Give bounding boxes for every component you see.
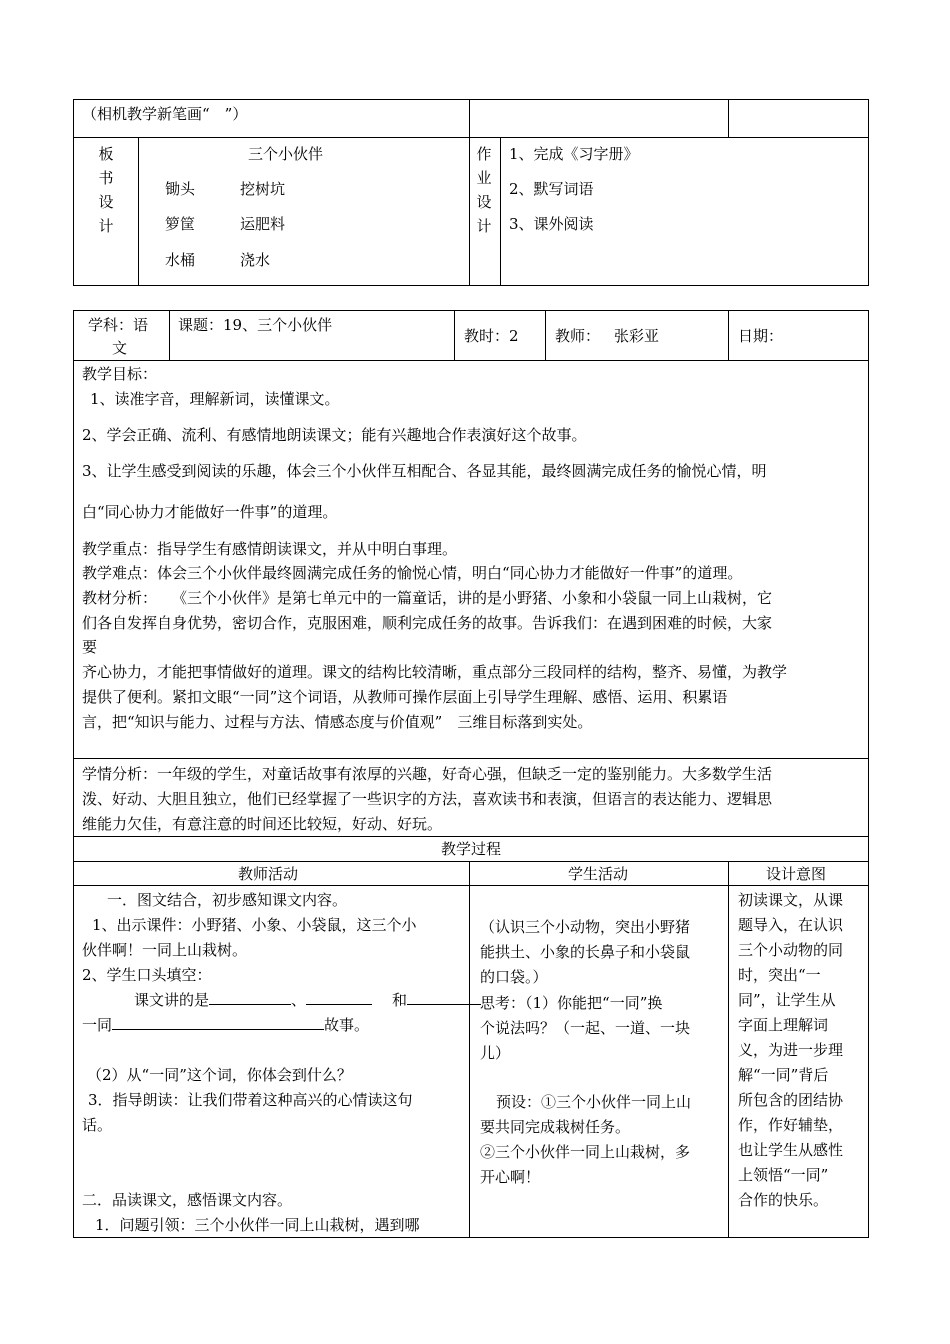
teacher-activity-line: 1、出示课件：小野猪、小象、小袋鼠，这三个小 [92,916,417,934]
student-activity-line: 儿） [480,1044,511,1062]
process-col-divider [728,861,729,1238]
design-intent-line: 所包含的团结协 [738,1091,844,1109]
goal-item: 3、让学生感受到阅读的乐趣，体会三个小伙伴互相配合、各显其能，最终圆满完成任务的愉悦心情，明 [82,462,767,480]
blank-field [112,1015,324,1030]
design-intent-line: 上领悟“一同” [738,1166,829,1184]
design-intent-line: 作，作好辅垫， [738,1116,844,1134]
goal-item: 1、读准字音，理解新词，读懂课文。 [90,390,340,408]
material-analysis: 教材分析： 《三个小伙伴》是第七单元中的一篇童话，讲的是小野猪、小象和小袋鼠一同上山栽树，它 [82,589,773,607]
new-strokes-note: （相机教学新笔画“ ”） [82,105,248,123]
fill-blank-text: 课文讲的是 [134,991,210,1009]
process-title: 教学过程 [441,840,502,858]
teacher-name: 张彩亚 [614,327,660,345]
material-analysis: 们各自发挥自身优势，密切合作，克服困难，顺利完成任务的故事。告诉我们：在遇到困难的时候，大家 [82,614,773,632]
lesson-topic: 课题：19、三个小伙伴 [178,316,333,334]
table1-col-divider-a [469,99,470,286]
column-header-bottom [73,885,869,886]
design-intent-line: 义，为进一步理 [738,1041,844,1059]
student-activity-line: （认识三个小动物，突出小野猪 [480,918,691,936]
design-intent-line: 三个小动物的同 [738,941,844,959]
subject-label-cont: 文 [112,339,128,357]
board-word: 箩筐 [165,215,196,233]
lesson-periods: 教时：2 [464,327,519,345]
teacher-activity-line: （2）从“一同”这个词，你体会到什么？ [87,1066,352,1084]
homework-item: 1、完成《习字册》 [509,145,639,163]
teacher-activity-line: 2、学生口头填空： [82,966,212,984]
design-intent-line: 题导入，在认识 [738,916,844,934]
difficulty: 教学难点：体会三个小伙伴最终圆满完成任务的愉悦心情，明白“同心协力才能做好一件事”的道理。 [82,564,743,582]
student-activity-line: 能拱土、小象的长鼻子和小袋鼠 [480,943,691,961]
objectives-row-divider [73,758,869,759]
fill-blank-text: 和 [392,991,408,1009]
material-analysis: 提供了便利。紧扣文眼“一同”这个词语，从教师可操作层面上引导学生理解、感悟、运用、积累语 [82,688,728,706]
teacher-label: 教师： [555,327,601,345]
student-analysis: 学情分析：一年级的学生，对童话故事有浓厚的兴趣，好奇心强，但缺乏一定的鉴别能力。大多数学生活 [82,765,773,783]
header-col-divider [169,310,170,360]
column-header-divider [73,861,869,862]
homework-item: 2、默写词语 [509,180,594,198]
fill-blank-line [82,1015,369,1035]
process-col-divider [469,861,470,1238]
homework-design-label: 作业设计 [476,145,492,235]
design-intent-line: 合作的快乐。 [738,1191,829,1209]
student-activity-line: 的口袋。） [480,968,548,986]
blank-field [209,990,291,1005]
subject-label: 学科：语 [88,316,149,334]
teacher-activity-line: 二．品读课文，感悟课文内容。 [82,1191,293,1209]
header-col-divider [454,310,455,360]
design-intent-line: 字面上理解词 [738,1016,829,1034]
board-word: 运肥料 [240,215,286,233]
blank-field [306,990,372,1005]
col-teacher-header: 教师活动 [238,865,299,883]
homework-item: 3、课外阅读 [509,215,594,233]
teacher-activity-line: 伙伴啊！一同上山栽树。 [82,941,248,959]
board-title: 三个小伙伴 [248,145,324,163]
col-design-header: 设计意图 [766,865,827,883]
fill-blank-text: 一同 [82,1016,113,1034]
design-intent-line: 解“一同”背后 [738,1066,829,1084]
student-analysis: 泼、好动、大胆且独立，他们已经掌握了一些识字的方法，喜欢读书和表演，但语言的表达能力、逻辑思 [82,790,773,808]
goal-item: 2、学会正确、流利、有感情地朗读课文；能有兴趣地合作表演好这个故事。 [82,426,587,444]
table1-col-divider-d [500,137,501,286]
goal-item-cont: 白“同心协力才能做好一件事”的道理。 [82,503,338,521]
blank-field [407,990,481,1005]
material-analysis: 齐心协力，才能把事情做好的道理。课文的结构比较清晰，重点部分三段同样的结构，整齐、易懂，为教学 [82,663,788,681]
header-row-divider [73,360,869,361]
header-col-divider [728,310,729,360]
design-intent-line: 初读课文，从课 [738,891,844,909]
student-analysis: 维能力欠佳，有意注意的时间还比较短，好动、好玩。 [82,815,443,833]
teacher-activity-line: 一．图文结合，初步感知课文内容。 [107,891,348,909]
student-activity-line: 预设：①三个小伙伴一同上山 [496,1093,692,1111]
fill-blank-text: 故事。 [324,1016,370,1034]
header-col-divider [545,310,546,360]
design-intent-line: 也让学生从感性 [738,1141,844,1159]
material-analysis: 要 [82,638,98,656]
fill-blank-line [134,990,481,1010]
board-word: 水桶 [165,251,196,269]
teacher-activity-line: 3．指导朗读：让我们带着这种高兴的心情读这句 [88,1091,413,1109]
student-activity-line: 思考：（1）你能把“一同”换 [480,994,663,1012]
student-activity-line: 要共同完成栽树任务。 [480,1118,631,1136]
student-activity-line: ②三个小伙伴一同上山栽树，多 [480,1143,691,1161]
date-label: 日期： [738,327,784,345]
material-analysis: 言，把“知识与能力、过程与方法、情感态度与价值观” 三维目标落到实处。 [82,713,593,731]
student-activity-line: 个说法吗？（一起、一道、一块 [480,1019,691,1037]
col-student-header: 学生活动 [568,865,629,883]
design-intent-line: 同”，让学生从 [738,991,836,1009]
board-word: 浇水 [240,251,271,269]
goals-heading: 教学目标： [82,365,158,383]
fill-blank-text: 、 [291,991,307,1009]
student-activity-line: 开心啊！ [480,1168,541,1186]
table1-row-divider [73,137,869,138]
design-intent-line: 时，突出“一 [738,966,821,984]
board-word: 锄头 [165,180,196,198]
teacher-activity-line: 话。 [82,1116,113,1134]
teacher-activity-line: 1．问题引领：三个小伙伴一同上山栽树，遇到哪 [95,1216,420,1234]
process-title-divider [73,836,869,837]
board-word: 挖树坑 [240,180,286,198]
board-design-label: 板书设计 [98,145,114,235]
key-point: 教学重点：指导学生有感情朗读课文，并从中明白事理。 [82,540,458,558]
table1-col-divider-b [728,99,729,137]
table1-col-divider-c [138,137,139,286]
